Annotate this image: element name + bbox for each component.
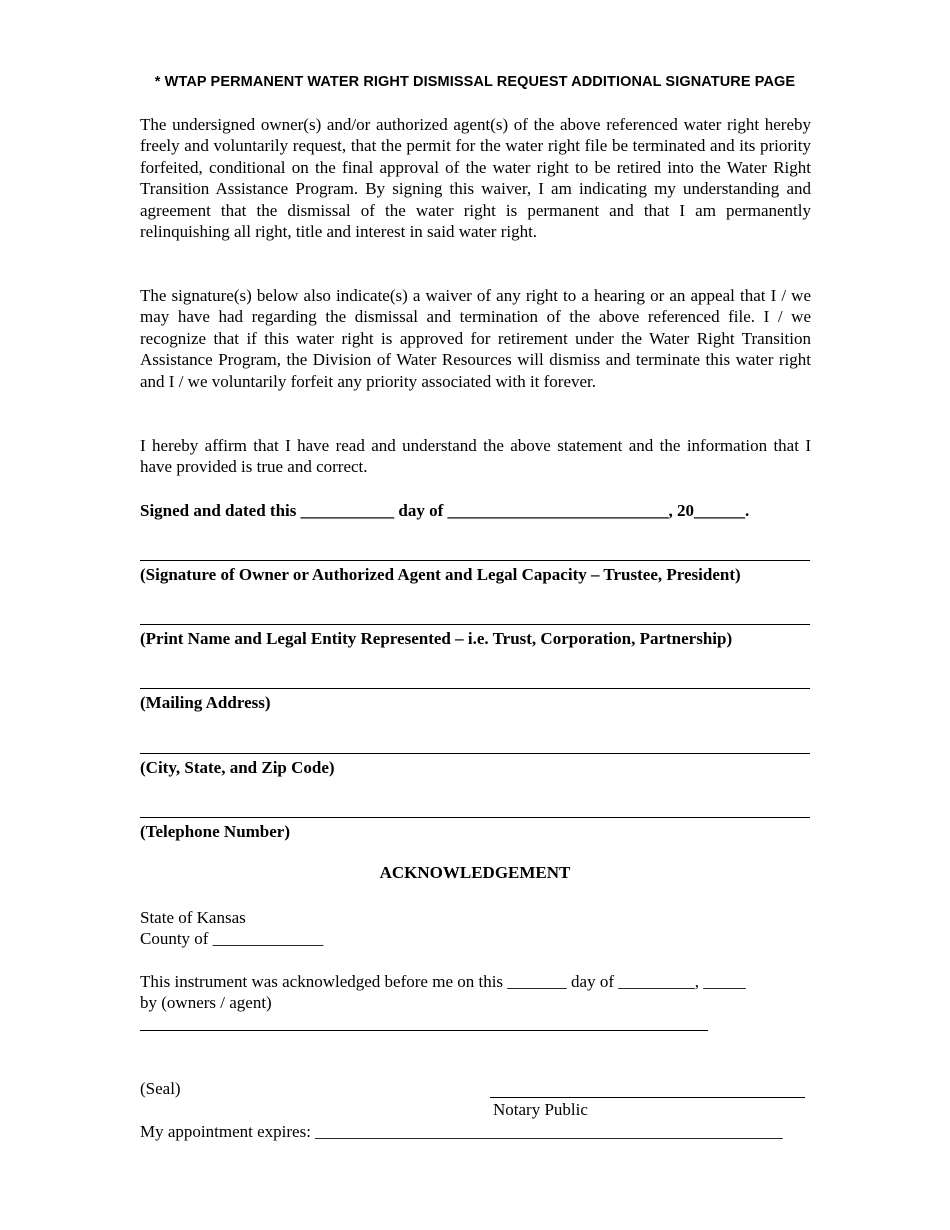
affirmation-paragraph: I hereby affirm that I have read and understand the above statement and the information that I have provided is true and correct. [140,436,811,477]
waiver-paragraph: The undersigned owner(s) and/or authorized agent(s) of the above referenced water right hereby freely and voluntarily request, that the permit for the water right file be terminated and its priority forfeited, conditional on the final approval of the water right to be retired into the Water Right Transition Assistance Program. By signing this waiver, I am indicating my understanding and agreement that the dismissal of the water right is permanent and that I am permanently relinquishing all right, title and interest in said water right. [140,115,811,242]
appointment-expires-line: My appointment expires: _______________________________________________________ [140,1122,783,1141]
notary-signature-line[interactable] [490,1097,805,1098]
state-line: State of Kansas [140,908,246,927]
city-state-zip-label: (City, State, and Zip Code) [140,758,335,777]
hearing-waiver-paragraph: The signature(s) below also indicate(s) a waiver of any right to a hearing or an appeal that I / we may have had regarding the dismissal and termination of the above referenced file. I / we recognize that if this water right is approved for retirement under the Water Right Transition Assistance Program, the Division of Water Resources will dismiss and terminate this water right and I / we voluntarily forfeit any priority associated with it forever. [140,286,811,391]
mailing-address-label: (Mailing Address) [140,693,271,712]
signed-dated-line: Signed and dated this ___________ day of __________________________, 20______. [140,501,750,520]
print-name-label: (Print Name and Legal Entity Represented – i.e. Trust, Corporation, Partnership) [140,629,733,648]
signature-line[interactable] [140,560,810,561]
print-name-line[interactable] [140,624,810,625]
county-line: County of _____________ [140,929,324,948]
telephone-label: (Telephone Number) [140,822,291,841]
page-title: * WTAP PERMANENT WATER RIGHT DISMISSAL REQUEST ADDITIONAL SIGNATURE PAGE [154,74,796,90]
city-state-zip-line[interactable] [140,753,810,754]
owners-agent-line[interactable] [140,1030,708,1031]
telephone-line[interactable] [140,817,810,818]
notary-public-label: Notary Public [493,1100,588,1119]
signature-label: (Signature of Owner or Authorized Agent and Legal Capacity – Trustee, President) [140,565,741,584]
acknowledgement-heading: ACKNOWLEDGEMENT [379,863,571,882]
mailing-address-line[interactable] [140,688,810,689]
by-owners-line: by (owners / agent) [140,993,272,1012]
instrument-line: This instrument was acknowledged before me on this _______ day of _________, _____ [140,972,746,991]
seal-label: (Seal) [140,1079,181,1098]
